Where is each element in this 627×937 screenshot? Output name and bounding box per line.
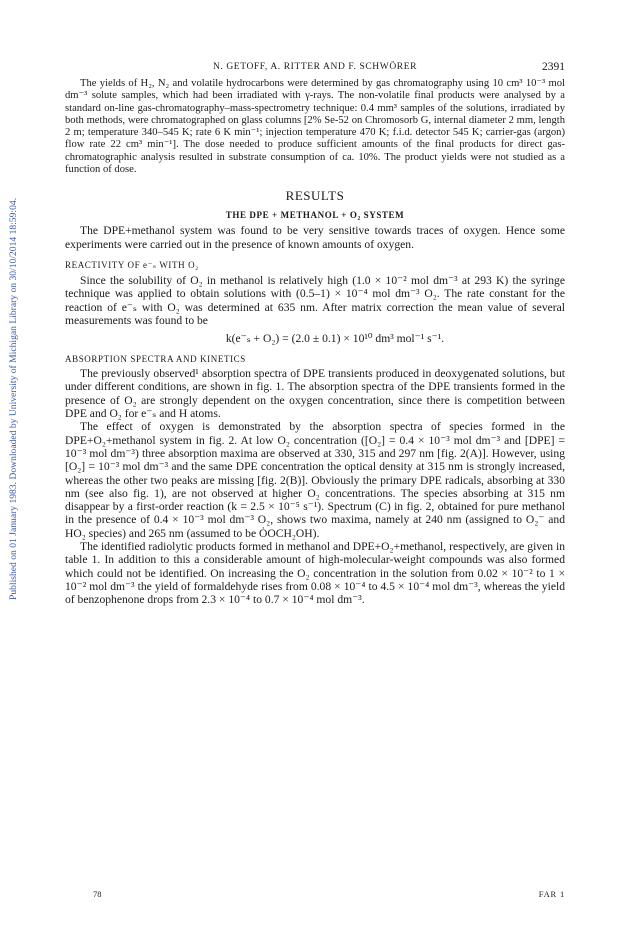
download-watermark [8,40,22,600]
header-authors: N. GETOFF, A. RITTER AND F. SCHWÖRER [212,62,418,72]
page-footer [65,889,565,901]
spectra-paragraph-3: The identified radiolytic products formed in methanol and DPE+O₂+methanol, respectively, are given in table 1. In addition to this a considerable amount of high-molecular-weight compounds was also formed which could not be identified. On increasing the O₂ concentration in the solution from 0.02 × 10⁻² to 1 × 10⁻² mol dm⁻³ the yield of formaldehyde rises from 0.08 × 10⁻⁴ to 4.5 × 10⁻⁴ mol dm⁻³, whereas the yield of benzophenone drops from 2.3 × 10⁻⁴ to 0.7 × 10⁻⁴ mol dm⁻³. [65,540,565,607]
subsection-heading-reactivity: REACTIVITY OF e⁻ₛ WITH O₂ [65,259,199,270]
rate-constant-equation: k(e⁻ₛ + O₂) = (2.0 ± 0.1) × 10¹⁰ dm³ mol⁻¹ s⁻¹. [225,332,445,346]
page-number: 2391 [542,61,565,73]
footer-page-number: 78 [93,889,102,899]
download-note: Published on 01 January 1983. Downloaded by University of Michigan Library on 30/10/2014 18:59:04. [8,197,19,600]
page-content [65,62,565,607]
spectra-paragraph-2: The effect of oxygen is demonstrated by the absorption spectra of species formed in the DPE+O₂+methanol system in fig. 2. At low O₂ concentration ([O₂] = 0.4 × 10⁻³ mol dm⁻³ and [DPE] = 10⁻³ mol dm⁻³) three absorption maxima are observed at 330, 315 and 297 nm [fig. 2(A)]. However, using [O₂] = 10⁻³ mol dm⁻³ and the same DPE concentration the optical density at 315 nm is strongly increased, whereas the other two peaks are missing [fig. 2(B)]. Obviously the primary DPE radicals, absorbing at 330 nm (see also fig. 1), are not observed at higher O₂ concentrations. The species absorbing at 315 nm disappear by a first-order reaction (k = 2.5 × 10⁻⁵ s⁻¹). Spectrum (C) in fig. 2, obtained for pure methanol in the presence of 0.4 × 10⁻³ mol dm⁻³ O₂, shows two maxima, namely at 240 nm (assigned to O₂⁻ and HO₂ species) and 265 nm (assumed to be ȮOCH₂OH). [65,420,565,540]
running-header [65,62,565,78]
reactivity-paragraph: Since the solubility of O₂ in methanol is relatively high (1.0 × 10⁻² mol dm⁻³ at 293 K) the syringe technique was applied to obtain solutions with (0.5–1) × 10⁻⁴ mol dm⁻³ O₂. The rate constant for the reaction of e⁻ₛ with O₂ was determined at 635 nm. After matrix correction the mean value of several measurements was found to be [65,273,565,327]
results-heading: RESULTS [285,188,345,204]
intro-paragraph: The yields of H₂, N₂ and volatile hydrocarbons were determined by gas chromatography using 10 cm³ 10⁻³ mol dm⁻³ solute samples, which had been irradiated with γ-rays. The non-volatile final products were analysed by a standard on-line gas-chromatography–mass-spectrometry technique: 0.4 mm³ samples of the solutions, irradiated by both methods, were chromatographed on glass columns [2% Se-52 on Chromosorb G, internal diameter 2 mm, length 2 m; temperature 340–545 K; rate 6 K min⁻¹; injection temperature 470 K; f.i.d. detector 545 K; carrier-gas (argon) flow rate 22 cm³ min⁻¹]. The dose needed to produce sufficient amounts of the final products for direct gas-chromatographic analysis resulted in substrate consumption of ca. 10%. The product yields were not studied as a function of dose. [65,78,565,176]
spectra-paragraph-1: The previously observed¹ absorption spectra of DPE transients produced in deoxygenated solutions, but under different conditions, are shown in fig. 1. The absorption spectra of the DPE transients formed in the presence of O₂ are strongly dependent on the oxygen concentration, since there is competition between DPE and O₂ for e⁻ₛ and H atoms. [65,367,565,421]
section-paragraph: The DPE+methanol system was found to be very sensitive towards traces of oxygen. Hence some experiments were carried out in the presence of known amounts of oxygen. [65,224,565,251]
section-heading: THE DPE + METHANOL + O₂ SYSTEM [225,210,405,221]
footer-label: FAR 1 [538,889,565,899]
subsection-heading-spectra: ABSORPTION SPECTRA AND KINETICS [65,354,246,365]
